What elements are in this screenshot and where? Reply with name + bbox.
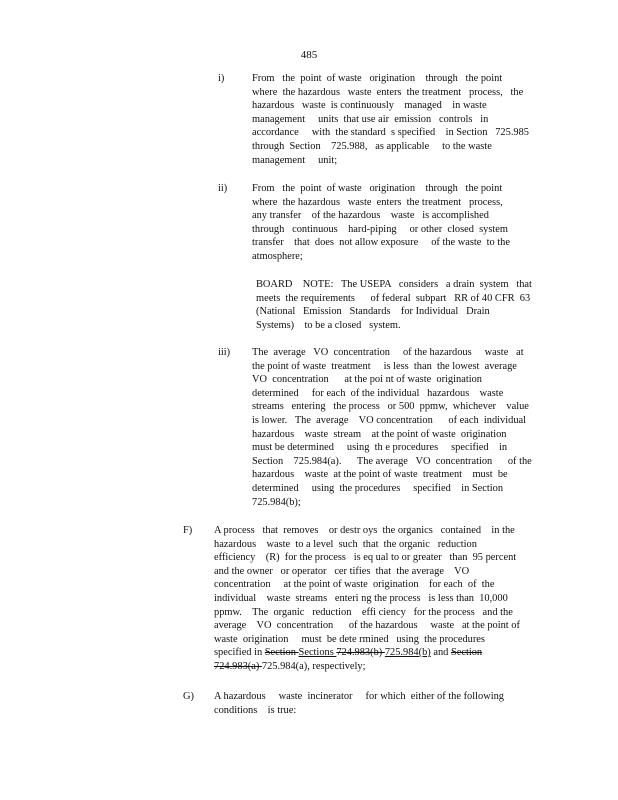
text-line: any transfer of the hazardous waste is accomplished [252,210,489,222]
text-line: is lower. The average VO concentration of each individual [252,414,527,426]
text-line: efficiency (R) for the process is eq ual to or greater than 95 percent [214,552,517,564]
text-line: hazardous waste is continuously managed in waste [252,100,487,112]
text-line: conditions is true: [214,704,297,716]
underlined-text: Sections [298,647,337,658]
item-text [252,346,546,509]
struck-text: 724.983(a) [214,661,262,672]
text-line: management units that use air emission controls in [252,113,489,125]
page-number: 485 [300,49,318,61]
text-line: The average VO concentration of the hazardous waste at [252,347,524,358]
text-line: meets the requirements of federal subpart RR of 40 CFR 63 [256,292,531,304]
struck-text: Section [264,647,299,658]
text-line: (National Emission Standards for Individual Drain [256,306,490,318]
text-line: streams entering the process or 500 ppmw, whichever value [252,401,529,413]
text-line: waste origination must be dete rmined using the procedures [214,633,485,645]
text-line: BOARD NOTE: The USEPA considers a drain system that [256,279,532,290]
text-line: individual waste streams enteri ng the process is less than 10,000 [214,592,508,604]
item-text [214,690,544,717]
text-line: VO concentration at the poi nt of waste origination [252,374,482,386]
text-line: Section 725.984(a). The average VO concentration of the [252,455,532,467]
text-line: management unit; [252,154,338,166]
text-line: ppmw. The organic reduction effi ciency for the process and the [214,606,513,618]
item-label: F) [183,525,193,536]
item-text [252,72,546,167]
text-line: through Section 725.988, as applicable to the waste [252,140,492,152]
item-label: ii) [218,183,228,194]
text-line: and the owner or operator cer tifies that the average VO [214,565,470,577]
item-label: i) [218,73,225,84]
text-line: determined for each of the individual hazardous waste [252,387,504,399]
item-text [252,182,546,264]
text-line: concentration at the point of waste origination for each of the [214,579,495,591]
text-line: transfer that does not allow exposure of the waste to the [252,237,510,249]
text-line: 725.984(b); [252,496,301,508]
text-line: where the hazardous waste enters the treatment process, [252,196,503,208]
text-line: atmosphere; [252,250,303,262]
text-line: hazardous waste to a level such that the organic reduction [214,538,477,550]
item-text-amended-line-2: 724.983(a) 725.984(a), respectively; [214,661,366,672]
text-line: A process that removes or destr oys the organics contained in the [214,525,515,536]
struck-text: 724.983(b) [336,647,385,658]
text-line: the point of waste treatment is less than the lowest average [252,360,517,372]
text-line: must be determined using th e procedures specified in [252,442,508,454]
item-text-amended-line: specified in Section Sections 724.983(b) 725.984(b) and Section [214,647,483,658]
item-label: G) [183,691,194,702]
text-line: determined using the procedures specified in Section [252,482,504,494]
text-line: where the hazardous waste enters the treatment process, the [252,86,524,98]
item-label: iii) [218,347,231,358]
text-line: average VO concentration of the hazardous waste at the point of [214,620,520,632]
text-line: through continuous hard-piping or other closed system [252,223,508,235]
text-line: Systems) to be a closed system. [256,319,401,331]
text-line: From the point of waste origination through the point [252,183,503,194]
text-line: hazardous waste stream at the point of waste origination [252,428,507,440]
text-line: hazardous waste at the point of waste treatment must be [252,469,508,481]
item-text [214,524,544,646]
text-line: accordance with the standard s specified in Section 725.985 [252,127,530,139]
text-line: From the point of waste origination through the point [252,73,503,84]
text-line: A hazardous waste incinerator for which either of the following [214,691,504,702]
board-note [256,278,546,332]
struck-text: Section [450,647,483,658]
underlined-text: 725.984(b) [384,647,431,658]
